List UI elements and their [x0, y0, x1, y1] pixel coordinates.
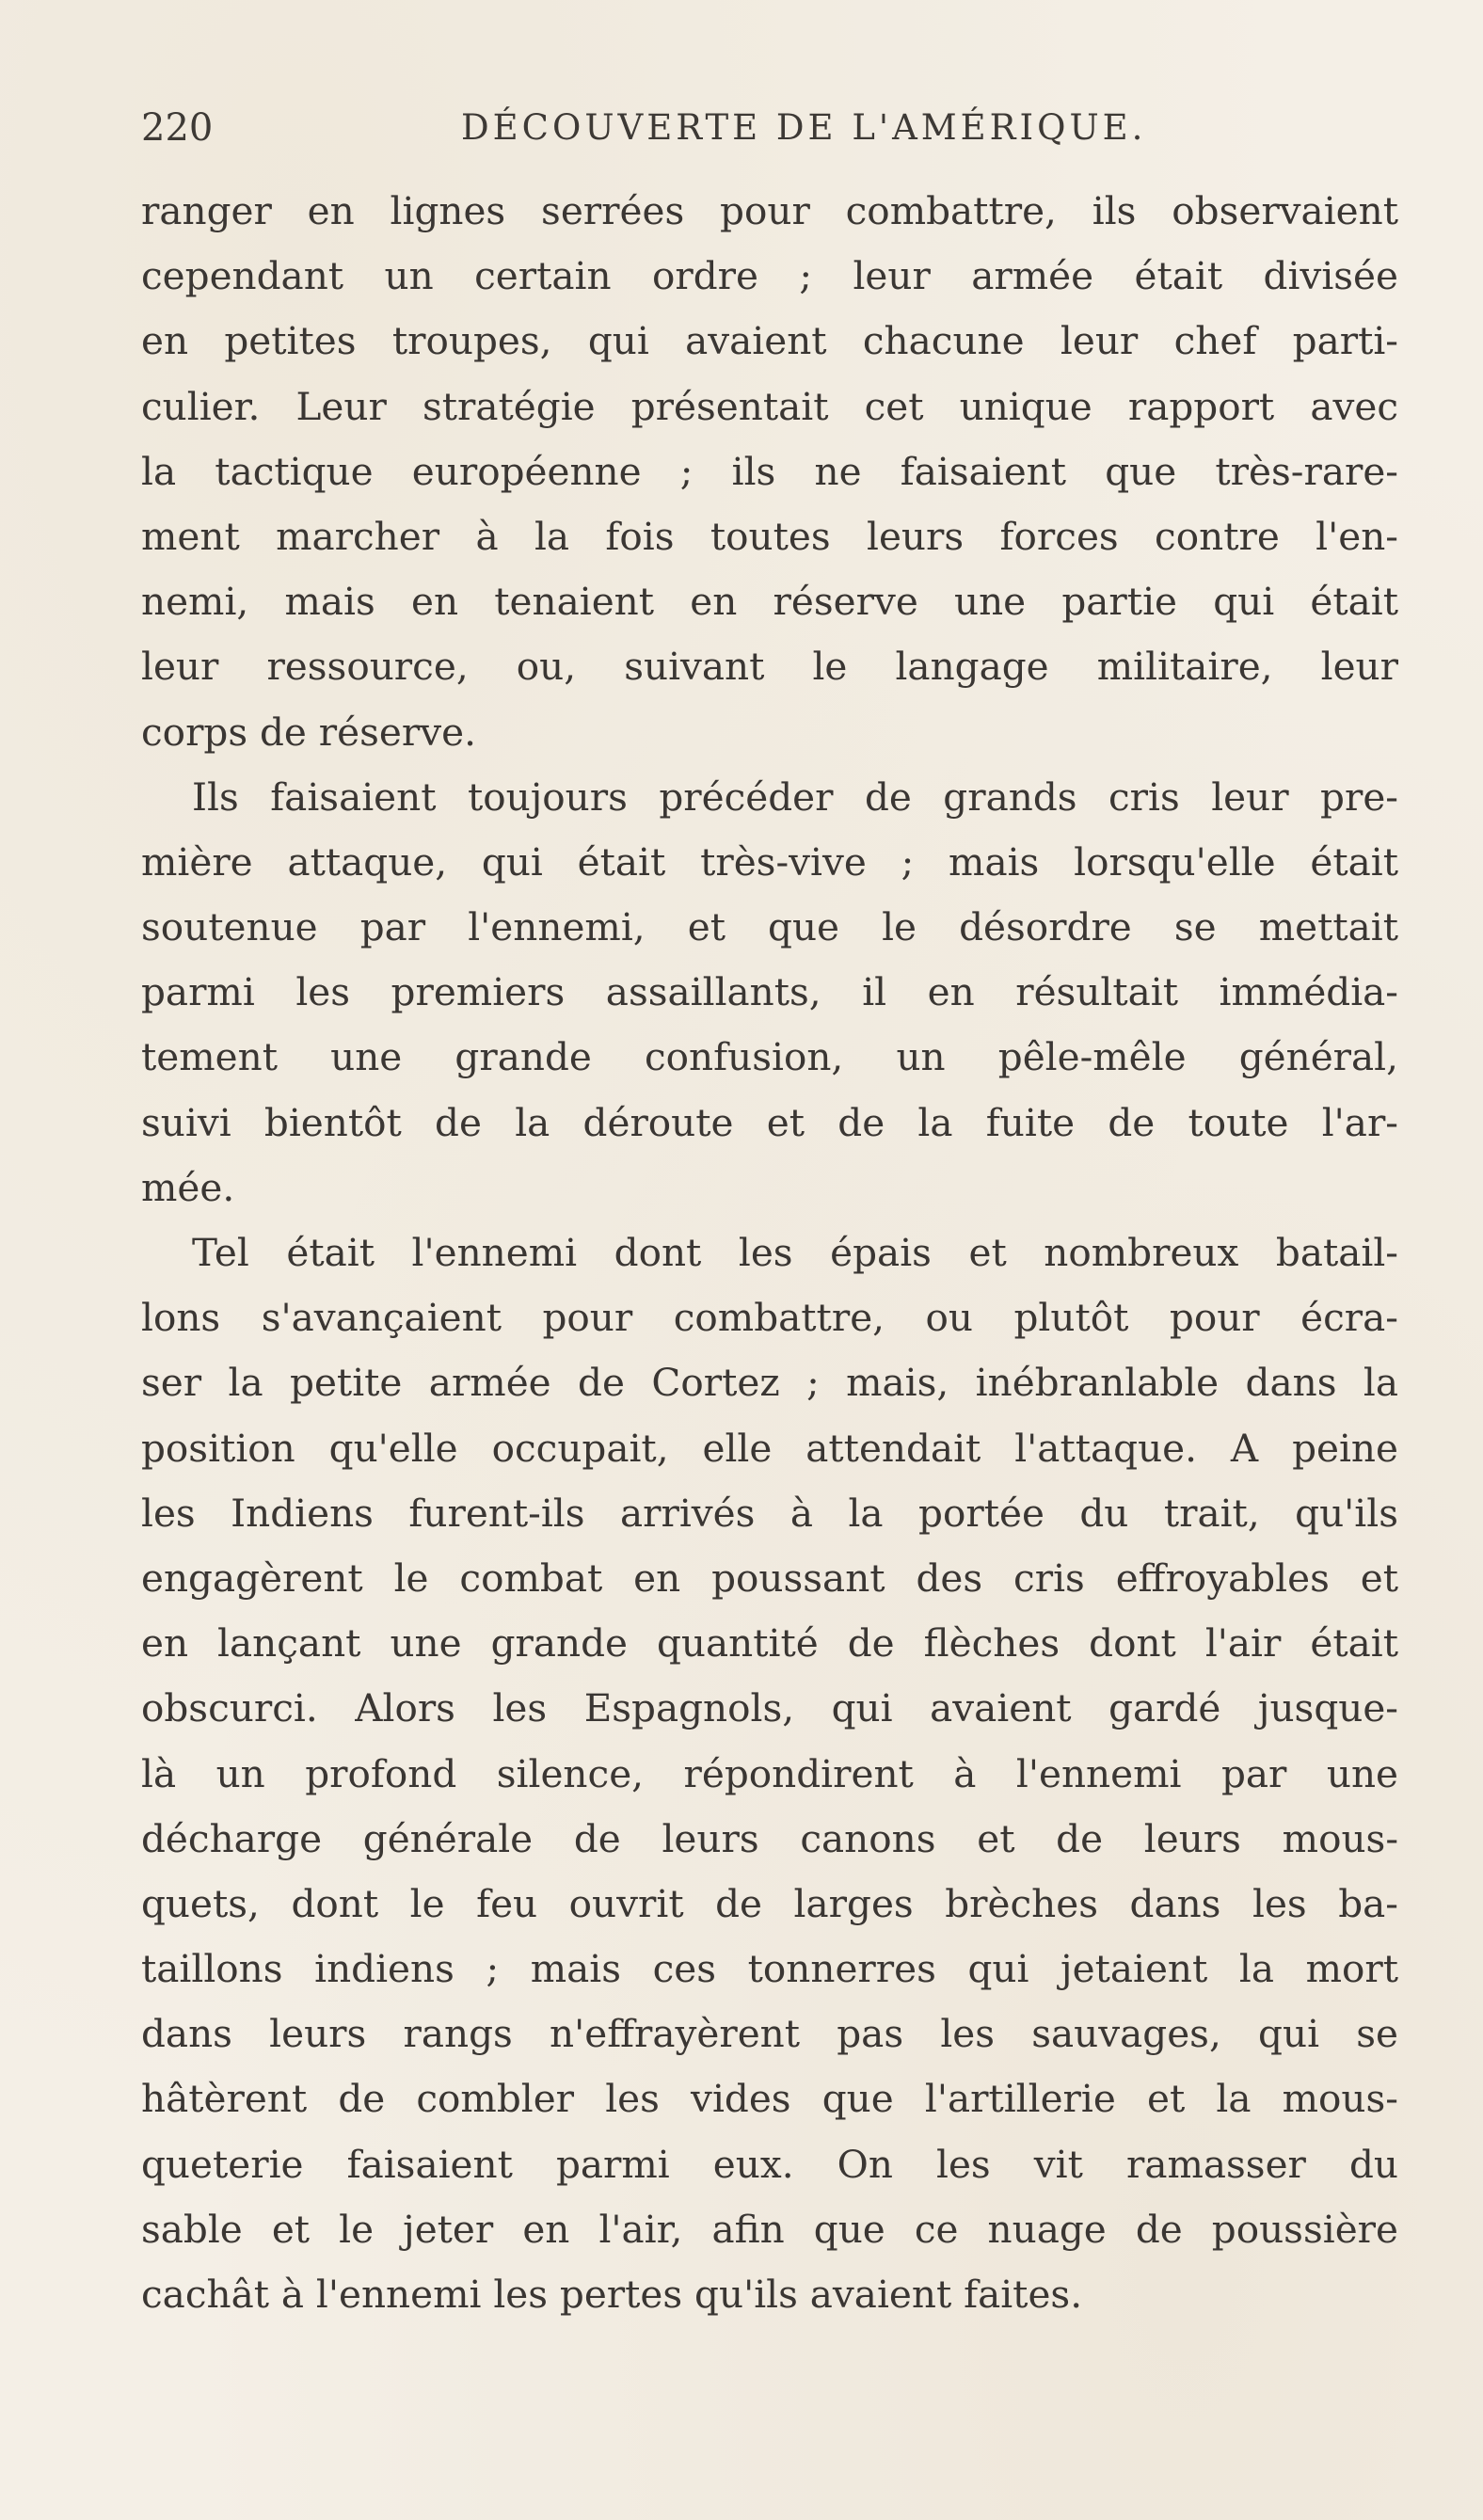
- text-line: ser la petite armée de Cortez ; mais, inébranlable dans la: [141, 1360, 1398, 1406]
- text-line: suivi bientôt de la déroute et de la fuite de toute l'ar-: [141, 1099, 1398, 1145]
- text-line: nemi, mais en tenaient en réserve une partie qui était: [141, 579, 1398, 625]
- paragraph-2: [141, 765, 1398, 1220]
- text-line: quets, dont le feu ouvrit de larges brèches dans les ba-: [141, 1880, 1398, 1926]
- text-line: hâtèrent de combler les vides que l'artillerie et la mous-: [141, 2076, 1398, 2122]
- body-text: [141, 179, 1398, 2327]
- text-line: la tactique européenne ; ils ne faisaient que très-rare-: [141, 448, 1398, 494]
- text-line: lons s'avançaient pour combattre, ou plutôt pour écra-: [141, 1295, 1398, 1341]
- text-line: décharge générale de leurs canons et de leurs mous-: [141, 1815, 1398, 1861]
- running-title: DÉCOUVERTE DE L'AMÉRIQUE.: [461, 107, 1147, 148]
- text-line: obscurci. Alors les Espagnols, qui avaient gardé jusque-: [141, 1685, 1398, 1731]
- text-line: cependant un certain ordre ; leur armée était divisée: [141, 253, 1398, 299]
- text-line: les Indiens furent-ils arrivés à la portée du trait, qu'ils: [141, 1490, 1398, 1536]
- text-line: engagèrent le combat en poussant des cris effroyables et: [141, 1555, 1398, 1601]
- page-number: 220: [141, 106, 214, 150]
- text-line: dans leurs rangs n'effrayèrent pas les sauvages, qui se: [141, 2011, 1398, 2057]
- text-line: Ils faisaient toujours précéder de grands cris leur pre-: [192, 774, 1398, 820]
- paragraph-1: [141, 179, 1398, 765]
- text-line: en petites troupes, qui avaient chacune leur chef parti-: [141, 318, 1398, 364]
- paragraph-3: [141, 1220, 1398, 2327]
- page-header: [141, 102, 1395, 154]
- text-line: tement une grande confusion, un pêle-mêle général,: [141, 1034, 1398, 1080]
- text-line: ranger en lignes serrées pour combattre, ils observaient: [141, 188, 1398, 233]
- text-line: Tel était l'ennemi dont les épais et nombreux batail-: [192, 1230, 1398, 1275]
- text-line: soutenue par l'ennemi, et que le désordre se mettait: [141, 904, 1398, 950]
- text-line: queterie faisaient parmi eux. On les vit ramasser du: [141, 2141, 1398, 2187]
- text-line: mée.: [141, 1164, 235, 1210]
- text-line: mière attaque, qui était très-vive ; mais lorsqu'elle était: [141, 838, 1398, 885]
- text-line: cachât à l'ennemi les pertes qu'ils avaient faites.: [141, 2272, 1083, 2317]
- text-line: corps de réserve.: [141, 709, 476, 755]
- text-line: sable et le jeter en l'air, afin que ce nuage de poussière: [141, 2206, 1398, 2252]
- text-line: parmi les premiers assaillants, il en résultait immédia-: [141, 969, 1398, 1015]
- text-line: ment marcher à la fois toutes leurs forces contre l'en-: [141, 513, 1398, 559]
- text-line: leur ressource, ou, suivant le langage militaire, leur: [141, 644, 1398, 690]
- text-line: là un profond silence, répondirent à l'ennemi par une: [141, 1750, 1398, 1796]
- text-line: position qu'elle occupait, elle attendait l'attaque. A peine: [141, 1425, 1398, 1471]
- text-line: culier. Leur stratégie présentait cet unique rapport avec: [141, 383, 1398, 429]
- text-line: taillons indiens ; mais ces tonnerres qui jetaient la mort: [141, 1946, 1398, 1992]
- text-line: en lançant une grande quantité de flèches dont l'air était: [141, 1620, 1398, 1667]
